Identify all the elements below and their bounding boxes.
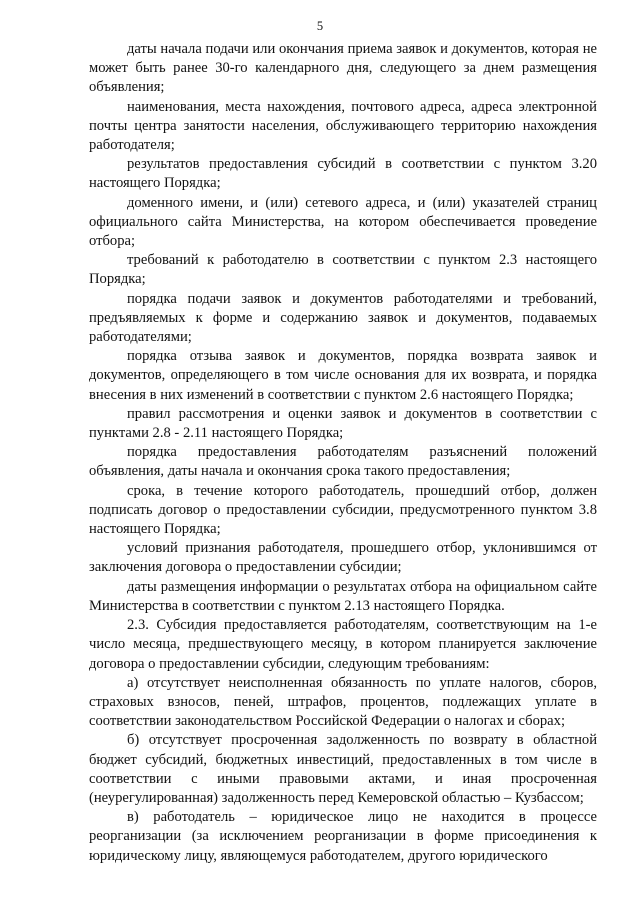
paragraph-clarifications: порядка предоставления работодателям разъяснений положений объявления, даты начала и окончания срока такого предоставления; bbox=[89, 444, 597, 480]
paragraph-item-b: б) отсутствует просроченная задолженность по возврату в областной бюджет субсидий, бюджетных инвестиций, предоставленных в том числе в соответствии с иными правовыми актами, и иная просроченная (неурегулированная) задолженность перед Кемеровской областью – Кузбассом; bbox=[89, 732, 597, 806]
paragraph-section-2-3: 2.3. Субсидия предоставляется работодателям, соответствующим на 1-е число месяца, предшествующего месяцу, в котором планируется заключение договора о предоставлении субсидии, следующим требованиям: bbox=[89, 617, 597, 672]
paragraph-withdrawal-procedure: порядка отзыва заявок и документов, порядка возврата заявок и документов, определяющего в том числе основания для их возврата, и порядка внесения в них изменений в соответствии с пунктом 2.6 настоящего Порядка; bbox=[89, 348, 597, 403]
paragraph-item-a: а) отсутствует неисполненная обязанность по уплате налогов, сборов, страховых взносов, пеней, штрафов, процентов, подлежащих уплате в соответствии законодательством Российской Федерации о налогах и сборах; bbox=[89, 674, 597, 730]
paragraph-results-publication: даты размещения информации о результатах отбора на официальном сайте Министерства в соответствии с пунктом 2.13 настоящего Порядка. bbox=[89, 578, 597, 614]
paragraph-subsidy-results: результатов предоставления субсидий в соответствии с пунктом 3.20 настоящего Порядка; bbox=[89, 156, 597, 192]
paragraph-evasion-conditions: условий признания работодателя, прошедшего отбор, уклонившимся от заключения договора о предоставлении субсидии; bbox=[89, 540, 597, 576]
document-body bbox=[89, 40, 597, 866]
paragraph-employer-requirements: требований к работодателю в соответствии с пунктом 2.3 настоящего Порядка; bbox=[89, 252, 597, 288]
paragraph-item-v: в) работодатель – юридическое лицо не находится в процессе реорганизации (за исключением реорганизации в форме присоединения к юридическому лицу, являющемуся работодателем, другого юридического bbox=[89, 809, 597, 864]
paragraph-employment-center: наименования, места нахождения, почтового адреса, адреса электронной почты центра занятости населения, обслуживающего территорию нахождения работодателя; bbox=[89, 98, 597, 154]
paragraph-start-date: даты начала подачи или окончания приема заявок и документов, которая не может быть ранее 30-го календарного дня, следующего за днем размещения объявления; bbox=[89, 41, 597, 96]
paragraph-review-rules: правил рассмотрения и оценки заявок и документов в соответствии с пунктами 2.8 - 2.11 настоящего Порядка; bbox=[89, 405, 597, 442]
paragraph-submission-procedure: порядка подачи заявок и документов работодателями и требований, предъявляемых к форме и содержанию заявок и документов, подаваемых работодателями; bbox=[89, 290, 597, 346]
page-number: 5 bbox=[316, 19, 324, 33]
paragraph-signing-deadline: срока, в течение которого работодатель, прошедший отбор, должен подписать договор о предоставлении субсидии, предусмотренного пунктом 3.8 настоящего Порядка; bbox=[89, 482, 597, 538]
paragraph-domain-name: доменного имени, и (или) сетевого адреса, и (или) указателей страниц официального сайта Министерства, на котором обеспечивается проведение отбора; bbox=[89, 194, 597, 250]
